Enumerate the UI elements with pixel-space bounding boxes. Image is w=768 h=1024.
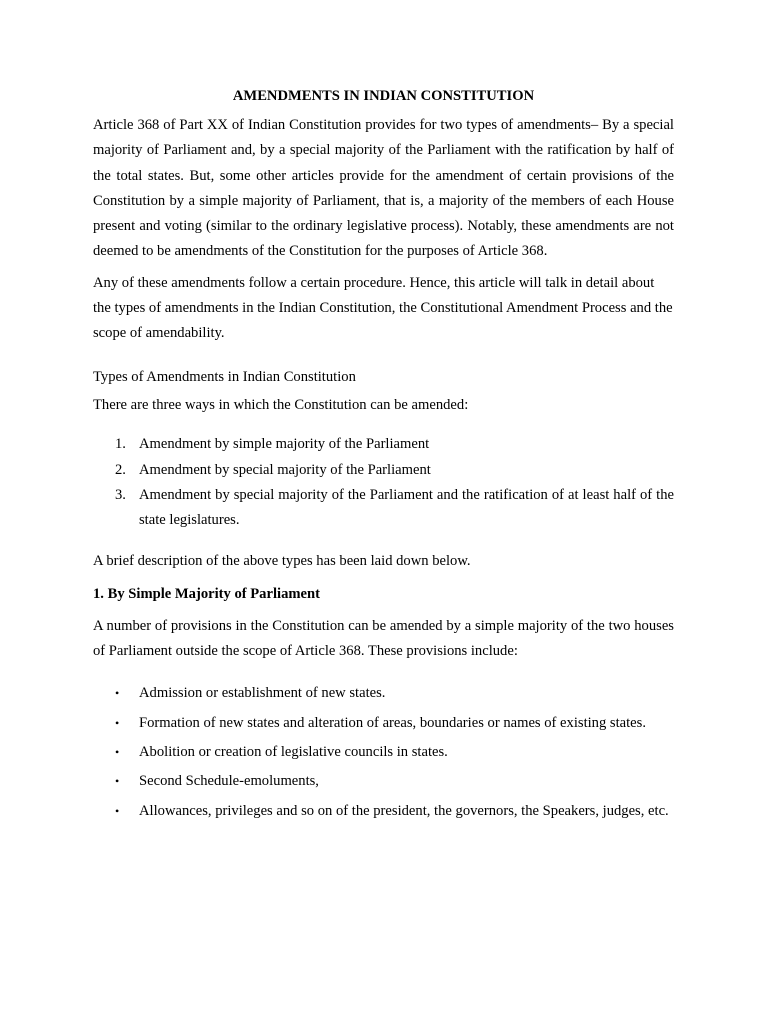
list-item: [93, 769, 674, 794]
list-item-text: Amendment by special majority of the Parliament: [139, 461, 431, 478]
list-marker: 3.: [115, 486, 126, 503]
document-title: AMENDMENTS IN INDIAN CONSTITUTION: [232, 88, 535, 104]
list-marker: 1.: [115, 436, 126, 453]
provisions-list: [93, 681, 674, 823]
intro-paragraph: Article 368 of Part XX of Indian Constitution provides for two types of amendments– By a special majority of Parliament and, by a special majority of the Parliament with the ratification by half of the total states. But, some other articles provide for the amendment of certain provisions of the Constitution by a simple majority of Parliament, that is, a majority of the members of each House present and voting (similar to the ordinary legislative process). Notably, these amendments are not deemed to be amendments of the Constitution for the purposes of Article 368.: [93, 117, 674, 260]
bullet-icon: •: [115, 803, 120, 818]
list-item: [93, 799, 674, 824]
list-item: [93, 740, 674, 765]
brief-description: A brief description of the above types has been laid down below.: [93, 553, 471, 570]
ways-list: [93, 432, 674, 533]
bullet-icon: •: [115, 744, 120, 759]
list-item-text: Amendment by simple majority of the Parliament: [139, 436, 430, 453]
document-page: [93, 86, 674, 824]
list-item: [93, 432, 674, 457]
list-item: [93, 681, 674, 706]
procedure-paragraph: Any of these amendments follow a certain procedure. Hence, this article will talk in detail about the types of amendments in the Indian Constitution, the Constitutional Amendment Process and the scope of amendability.: [93, 274, 673, 342]
list-item-text: Admission or establishment of new states.: [139, 685, 386, 702]
list-item: [93, 711, 674, 736]
bullet-icon: •: [115, 686, 120, 701]
list-item-text: Abolition or creation of legislative councils in states.: [139, 743, 448, 760]
list-item: [93, 458, 674, 483]
bullet-icon: •: [115, 774, 120, 789]
list-item-text: Amendment by special majority of the Parliament and the ratification of at least half of the state legislatures.: [139, 486, 674, 529]
types-heading: Types of Amendments in Indian Constitution: [93, 368, 356, 385]
bullet-icon: •: [115, 715, 120, 730]
list-item-text: Second Schedule-emoluments,: [139, 773, 319, 790]
section1-paragraph: A number of provisions in the Constitution can be amended by a simple majority of the two houses of Parliament outside the scope of Article 368. These provisions include:: [93, 617, 674, 660]
list-item-text: Allowances, privileges and so on of the president, the governors, the Speakers, judges, etc.: [139, 802, 669, 819]
list-item-text: Formation of new states and alteration of areas, boundaries or names of existing states.: [139, 714, 646, 731]
list-item: [93, 483, 674, 534]
section1-heading: 1. By Simple Majority of Parliament: [93, 585, 320, 602]
list-marker: 2.: [115, 461, 126, 478]
ways-intro: There are three ways in which the Constitution can be amended:: [93, 396, 469, 413]
